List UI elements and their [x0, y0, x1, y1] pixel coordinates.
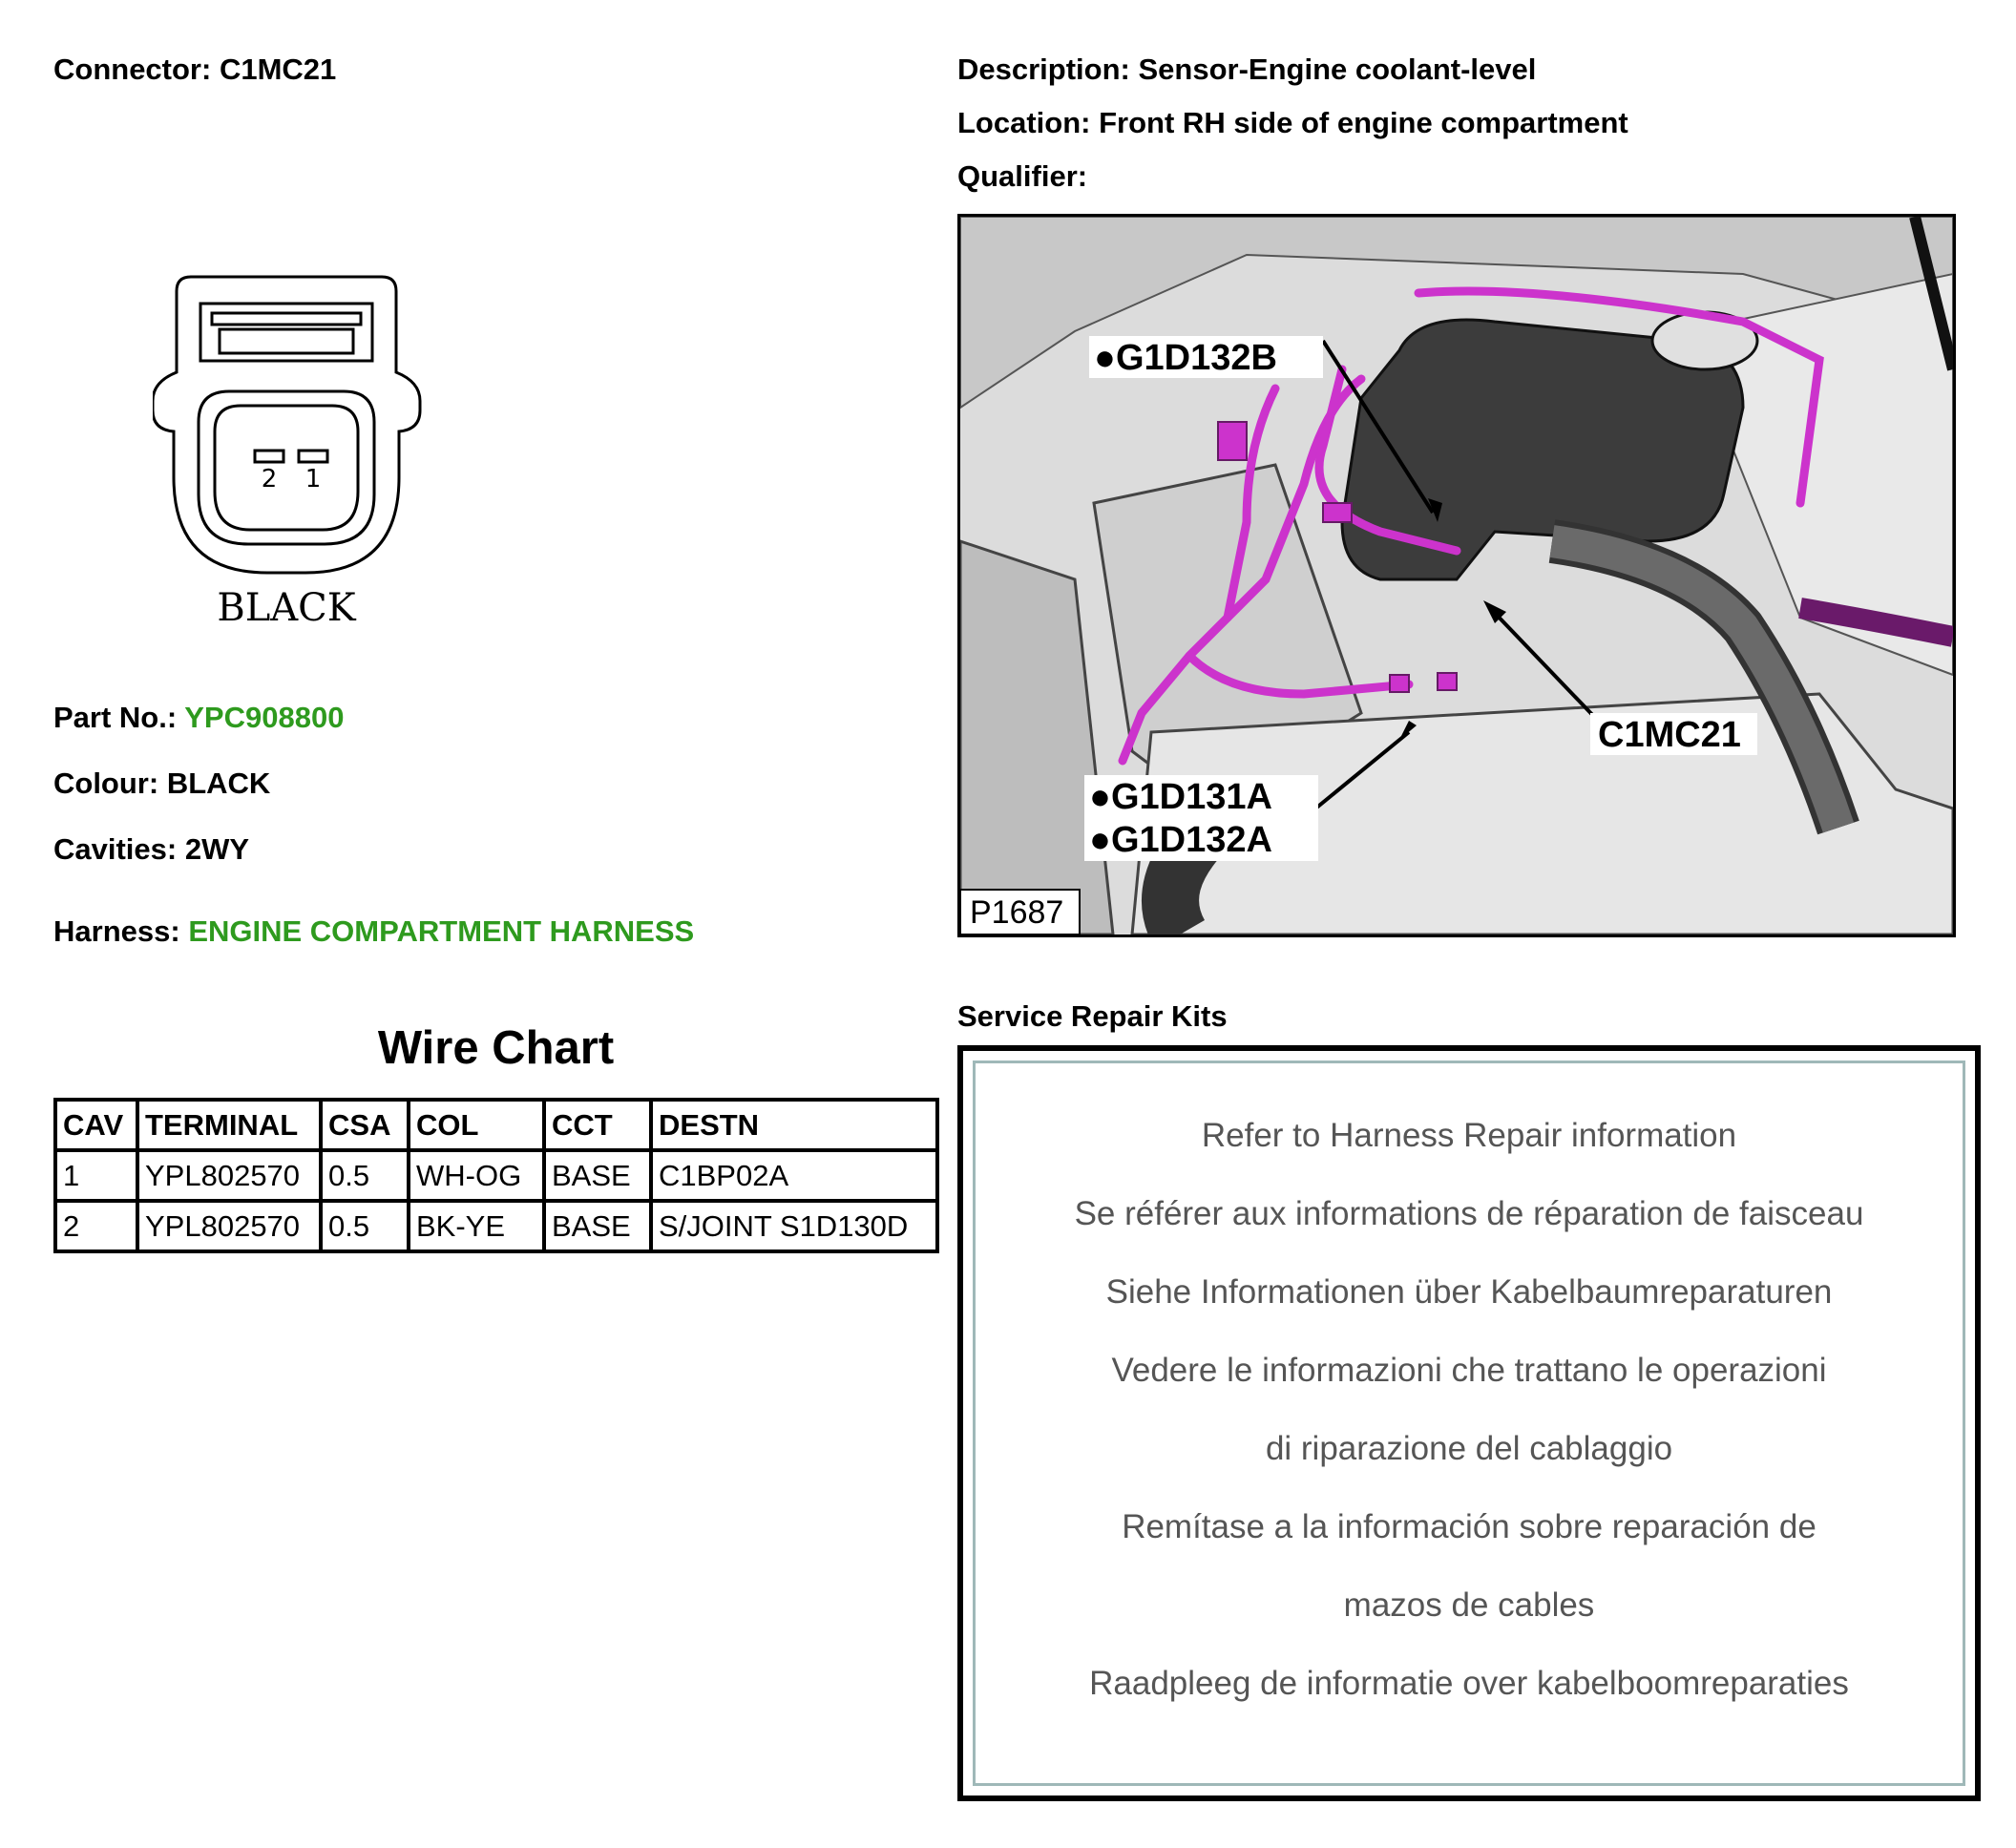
callout-bullet: ● [1089, 777, 1111, 817]
connector-id: Connector: C1MC21 [53, 52, 337, 86]
kit-line: Remítase a la información sobre reparación de [1122, 1508, 1816, 1545]
svg-text:●G1D132A [1089, 820, 1272, 860]
service-repair-kits-box [957, 1045, 1981, 1801]
qualifier: Qualifier: [957, 159, 1088, 193]
wire-chart-title: Wire Chart [377, 1022, 615, 1074]
column-header: CAV [55, 1100, 137, 1150]
photo-reference: P1687 [970, 894, 1064, 931]
callout-G1D132A: G1D132A [1110, 820, 1272, 860]
colour: Colour: BLACK [53, 766, 271, 800]
kit-line: Siehe Informationen über Kabelbaumreparaturen [1105, 1273, 1833, 1311]
table-row [55, 1150, 937, 1201]
location-illustration [957, 214, 1956, 937]
table-cell: YPL802570 [137, 1150, 321, 1201]
wire-chart-table [53, 1098, 939, 1253]
svg-text:●G1D132B [1094, 338, 1277, 378]
column-header: COL [409, 1100, 544, 1150]
callout-C1MC21: C1MC21 [1598, 715, 1741, 755]
kit-line: Vedere le informazioni che trattano le operazioni [1111, 1352, 1827, 1389]
table-cell: BK-YE [409, 1201, 544, 1251]
connector-colour-text: BLACK [217, 586, 356, 630]
kit-line: di riparazione del cablaggio [1265, 1430, 1673, 1467]
kit-line: Se référer aux informations de réparation de faisceau [1074, 1195, 1864, 1232]
pin-label-1: 1 [304, 465, 322, 494]
column-header: CCT [544, 1100, 651, 1150]
table-cell: S/JOINT S1D130D [651, 1201, 937, 1251]
connector-face-diagram [153, 258, 439, 640]
table-header-row [55, 1100, 937, 1150]
column-header: DESTN [651, 1100, 937, 1150]
callout-G1D131A: G1D131A [1110, 777, 1272, 817]
service-repair-kits-inner [973, 1060, 1965, 1786]
part-number: Part No.: YPC908800 [53, 701, 345, 734]
table-cell: BASE [544, 1150, 651, 1201]
svg-text:●G1D131A [1089, 777, 1272, 817]
table-cell: 0.5 [321, 1201, 409, 1251]
harness: Harness: ENGINE COMPARTMENT HARNESS [53, 914, 695, 948]
pin-label-2: 2 [261, 465, 278, 494]
kit-line: Raadpleeg de informatie over kabelboomreparaties [1089, 1665, 1849, 1702]
table-cell: WH-OG [409, 1150, 544, 1201]
table-cell: BASE [544, 1201, 651, 1251]
kit-line: Refer to Harness Repair information [1201, 1117, 1737, 1154]
callout-G1D132B: G1D132B [1115, 338, 1277, 378]
table-cell: 2 [55, 1201, 137, 1251]
callout-bullet: ● [1089, 820, 1111, 860]
table-cell: YPL802570 [137, 1201, 321, 1251]
table-cell: 1 [55, 1150, 137, 1201]
location: Location: Front RH side of engine compartment [957, 106, 1628, 139]
table-cell: 0.5 [321, 1150, 409, 1201]
table-row [55, 1201, 937, 1251]
service-repair-kits-title: Service Repair Kits [957, 999, 1228, 1033]
callout-bullet: ● [1094, 338, 1116, 378]
description: Description: Sensor-Engine coolant-level [957, 52, 1537, 86]
cavities: Cavities: 2WY [53, 832, 250, 866]
column-header: TERMINAL [137, 1100, 321, 1150]
table-cell: C1BP02A [651, 1150, 937, 1201]
column-header: CSA [321, 1100, 409, 1150]
kit-line: mazos de cables [1343, 1586, 1595, 1624]
